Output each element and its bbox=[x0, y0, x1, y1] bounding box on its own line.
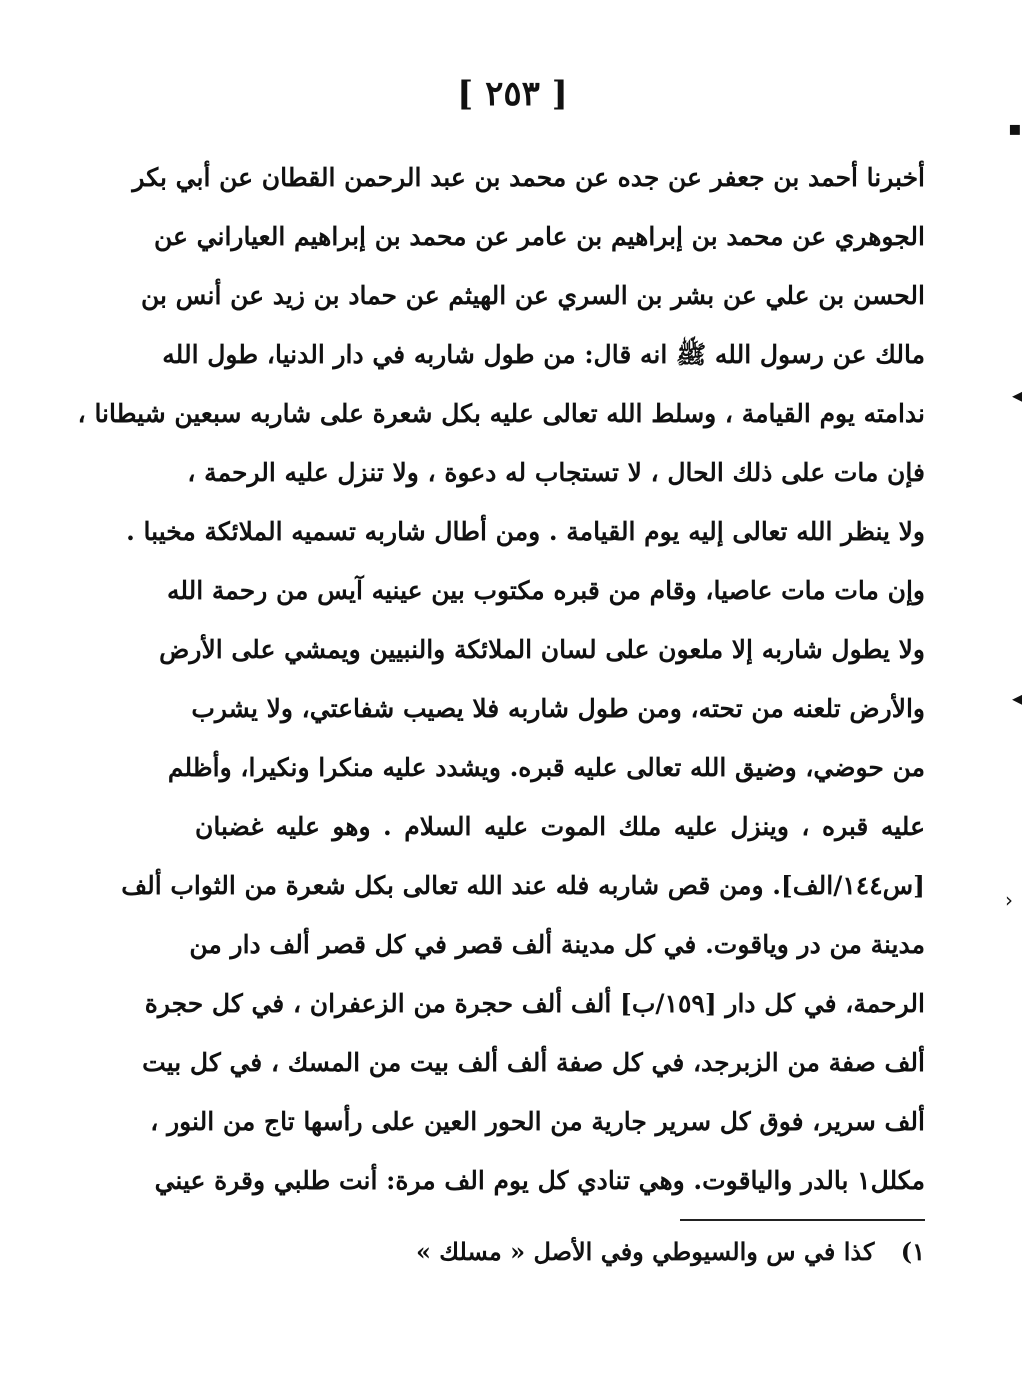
text-line: ألف سرير، فوق كل سرير جارية من الحور العين على رأسها تاج من النور ، bbox=[150, 1107, 925, 1136]
text-line: ألف صفة من الزبرجد، في كل صفة ألف ألف بيت من المسك ، في كل بيت bbox=[142, 1048, 925, 1077]
text-line: الرحمة، في كل دار [١٥٩/ب] ألف ألف حجرة من الزعفران ، في كل حجرة bbox=[144, 989, 925, 1018]
text-line: من حوضي، وضيق الله تعالى عليه قبره. ويشدد عليه منكرا ونكيرا، وأظلم bbox=[167, 753, 925, 782]
text-line: ولا يطول شاربه إلا ملعون على لسان الملائكة والنبيين ويمشي على الأرض bbox=[159, 635, 925, 664]
footnote-divider bbox=[680, 1219, 925, 1221]
text-line: عليه قبره ، وينزل عليه ملك الموت عليه السلام . وهو عليه غضبان bbox=[195, 812, 925, 841]
text-line: والأرض تلعنه من تحته، ومن طول شاربه فلا يصيب شفاعتي، ولا يشرب bbox=[191, 694, 925, 723]
text-line: فإن مات على ذلك الحال ، لا تستجاب له دعوة ، ولا تنزل عليه الرحمة ، bbox=[187, 458, 925, 487]
text-line: مكلل١ بالدر والياقوت. وهي تنادي كل يوم الف مرة: أنت طلبي وقرة عيني bbox=[154, 1166, 925, 1195]
text-line: [س١٤٤/الف]. ومن قص شاربه فله عند الله تعالى بكل شعرة من الثواب ألف bbox=[121, 871, 925, 900]
page-number: [ ٢٥٣ ] bbox=[457, 74, 568, 114]
footnote-text: كذا في س والسيوطي وفي الأصل « مسلك » bbox=[415, 1237, 875, 1266]
text-line: مالك عن رسول الله ﷺ انه قال: من طول شاربه في دار الدنيا، طول الله bbox=[162, 340, 925, 369]
margin-mark: ▪ bbox=[1008, 116, 1022, 140]
text-line: أخبرنا أحمد بن جعفر عن جده عن محمد بن عبد الرحمن القطان عن أبي بكر bbox=[132, 163, 925, 192]
margin-mark: ◂ bbox=[1012, 686, 1023, 710]
footnote bbox=[415, 1232, 925, 1272]
text-line: الحسن بن علي عن بشر بن السري عن الهيثم عن حماد بن زيد عن أنس بن bbox=[140, 281, 925, 310]
text-line: ولا ينظر الله تعالى إليه يوم القيامة . ومن أطال شاربه تسميه الملائكة مخيبا . bbox=[126, 517, 925, 546]
text-line: وإن مات مات عاصيا، وقام من قبره مكتوب بين عينيه آيس من رحمة الله bbox=[166, 576, 925, 605]
body-text bbox=[77, 148, 925, 1210]
text-line: مدينة من در وياقوت. في كل مدينة ألف قصر في كل قصر ألف دار من bbox=[189, 930, 925, 959]
margin-mark: ◂ bbox=[1012, 383, 1023, 407]
margin-mark: › bbox=[1005, 888, 1013, 912]
text-line: الجوهري عن محمد بن إبراهيم بن عامر عن محمد بن إبراهيم العياراني عن bbox=[154, 222, 925, 251]
footnote-number: ١) bbox=[900, 1237, 925, 1266]
text-line: ندامته يوم القيامة ، وسلط الله تعالى عليه بكل شعرة على شاربه سبعين شيطانا ، bbox=[77, 399, 925, 428]
